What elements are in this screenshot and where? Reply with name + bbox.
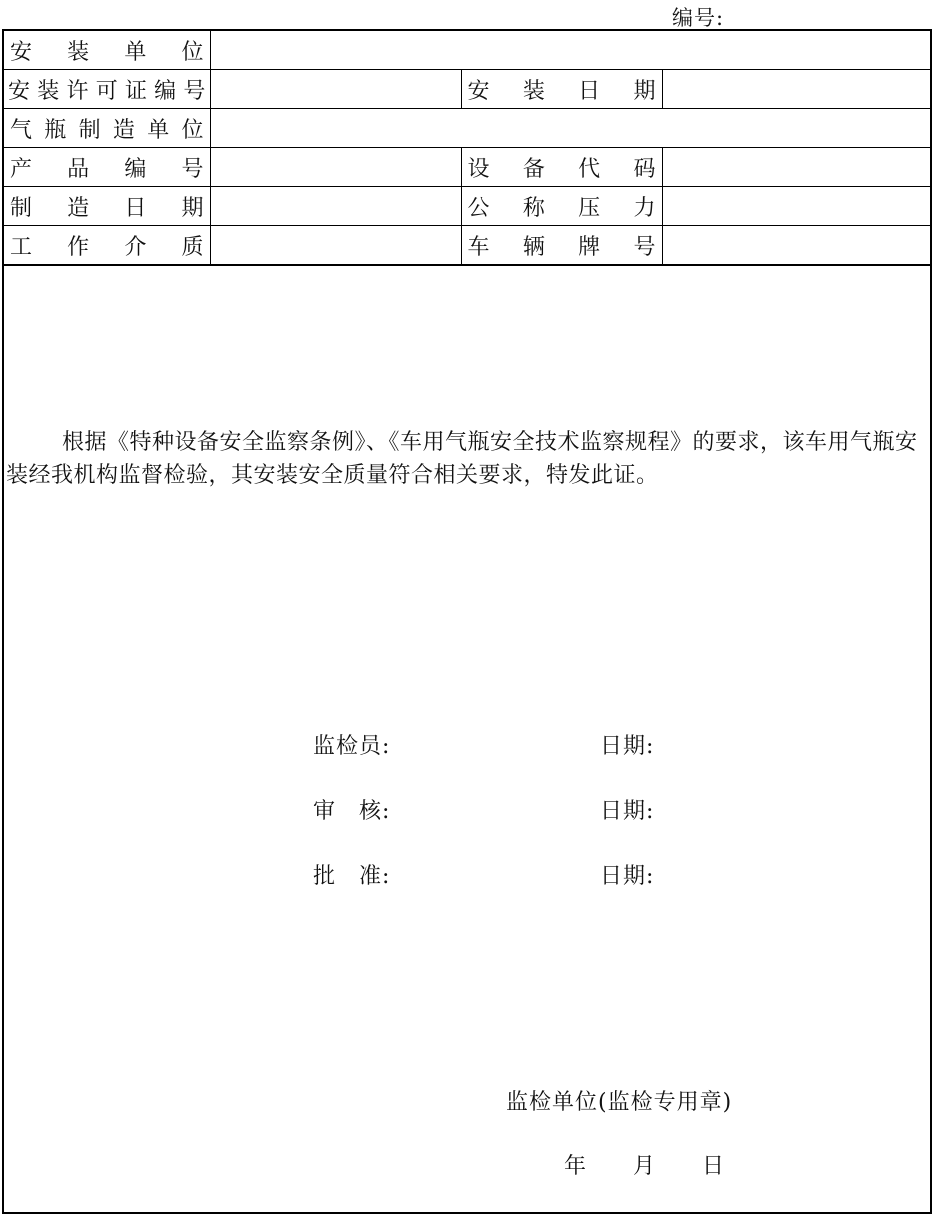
label-char: 制 <box>78 117 101 143</box>
approver-date-label: 日期: <box>600 864 655 889</box>
value-equipment-code[interactable] <box>662 148 930 187</box>
label-char: 设 <box>467 156 490 182</box>
label-char: 质 <box>181 234 204 260</box>
label-char: 证 <box>124 78 147 104</box>
label-char: 单 <box>147 117 170 143</box>
label-char: 号 <box>181 156 204 182</box>
table-label-text <box>462 187 662 225</box>
label-equipment-code <box>461 148 662 187</box>
inspection-unit-seal: 监检单位(监检专用章) <box>506 1090 733 1115</box>
table-label-text <box>4 109 210 147</box>
label-char: 安 <box>467 78 490 104</box>
label-char: 编 <box>124 156 147 182</box>
info-table <box>4 31 930 266</box>
table-label-text <box>4 226 210 264</box>
label-char: 日 <box>124 195 147 221</box>
row-working-medium <box>4 226 930 266</box>
label-char: 位 <box>181 117 204 143</box>
label-char: 备 <box>522 156 545 182</box>
label-char: 单 <box>124 39 147 65</box>
table-label-text <box>4 31 210 69</box>
label-char: 期 <box>633 78 656 104</box>
label-vehicle-plate <box>461 226 662 266</box>
value-install-date[interactable] <box>662 70 930 109</box>
table-label-text <box>4 148 210 186</box>
value-install-license[interactable] <box>210 70 461 109</box>
label-char: 装 <box>522 78 545 104</box>
label-char: 车 <box>467 234 490 260</box>
label-char: 介 <box>124 234 147 260</box>
label-manufacture-date <box>4 187 210 226</box>
label-char: 可 <box>95 78 118 104</box>
value-vehicle-plate[interactable] <box>662 226 930 266</box>
certificate-statement: 根据《特种设备安全监察条例》、《车用气瓶安全技术监察规程》的要求，该车用气瓶安装经我机构监督检验，其安装安全质量符合相关要求，特发此证。 <box>6 430 918 488</box>
table-label-text <box>462 148 662 186</box>
inspector-label: 监检员: <box>313 734 391 759</box>
label-char: 装 <box>67 39 90 65</box>
label-char: 安 <box>10 39 33 65</box>
label-char: 造 <box>112 117 135 143</box>
label-char: 辆 <box>522 234 545 260</box>
label-char: 位 <box>181 39 204 65</box>
reviewer-label: 审 核: <box>313 799 391 824</box>
label-char: 号 <box>633 234 656 260</box>
row-license <box>4 70 930 109</box>
label-char: 称 <box>522 195 545 221</box>
label-nominal-pressure <box>461 187 662 226</box>
value-nominal-pressure[interactable] <box>662 187 930 226</box>
table-label-text <box>4 187 210 225</box>
row-product-number <box>4 148 930 187</box>
value-cylinder-maker[interactable] <box>210 109 930 148</box>
label-product-number <box>4 148 210 187</box>
label-char: 工 <box>10 234 33 260</box>
label-char: 品 <box>67 156 90 182</box>
label-char: 装 <box>37 78 60 104</box>
label-char: 牌 <box>578 234 601 260</box>
label-install-license <box>4 70 210 109</box>
label-char: 号 <box>183 78 206 104</box>
label-char: 产 <box>10 156 33 182</box>
label-working-medium <box>4 226 210 266</box>
label-char: 压 <box>578 195 601 221</box>
label-char: 力 <box>633 195 656 221</box>
label-char: 许 <box>66 78 89 104</box>
row-manufacture-date <box>4 187 930 226</box>
approver-label: 批 准: <box>313 864 391 889</box>
label-char: 安 <box>8 78 31 104</box>
label-char: 作 <box>67 234 90 260</box>
inspector-date-label: 日期: <box>600 734 655 759</box>
table-label-text <box>462 226 662 264</box>
label-install-unit <box>4 31 210 70</box>
serial-number-label: 编号: <box>672 6 725 30</box>
label-char: 造 <box>67 195 90 221</box>
label-cylinder-maker <box>4 109 210 148</box>
label-char: 期 <box>181 195 204 221</box>
label-char: 代 <box>578 156 601 182</box>
label-char: 编 <box>154 78 177 104</box>
label-char: 气 <box>10 117 33 143</box>
label-char: 公 <box>467 195 490 221</box>
label-char: 码 <box>633 156 656 182</box>
label-char: 制 <box>10 195 33 221</box>
row-cylinder-maker <box>4 109 930 148</box>
label-char: 日 <box>578 78 601 104</box>
table-label-text <box>462 70 662 108</box>
value-install-unit[interactable] <box>210 31 930 70</box>
table-label-text <box>4 70 210 108</box>
reviewer-date-label: 日期: <box>600 799 655 824</box>
label-install-date <box>461 70 662 109</box>
value-product-number[interactable] <box>210 148 461 187</box>
footer-date-line: 年 月 日 <box>564 1154 726 1179</box>
certificate-frame <box>2 29 932 1214</box>
row-install-unit <box>4 31 930 70</box>
value-working-medium[interactable] <box>210 226 461 266</box>
label-char: 瓶 <box>44 117 67 143</box>
value-manufacture-date[interactable] <box>210 187 461 226</box>
